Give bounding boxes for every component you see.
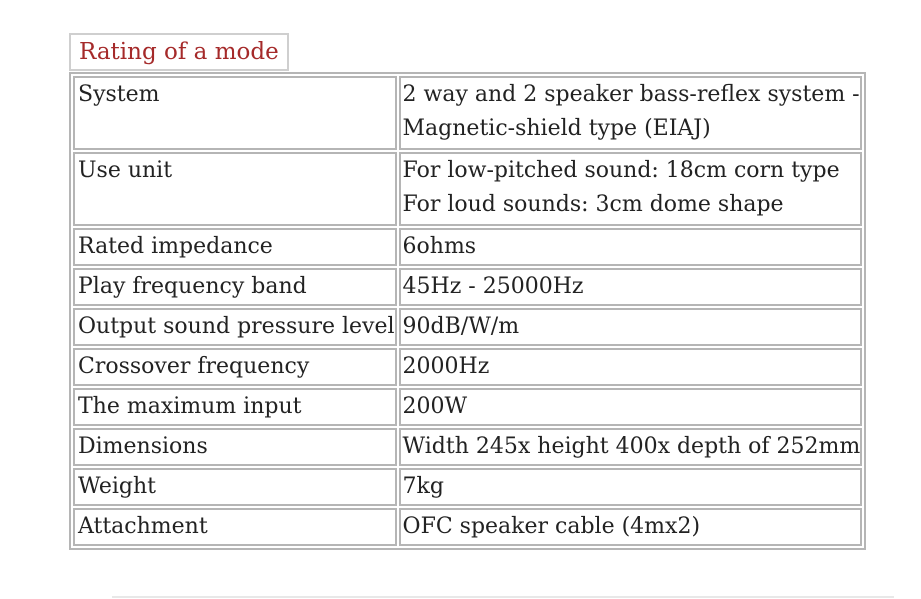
row-value: 7kg (399, 468, 863, 506)
spec-table (69, 72, 866, 550)
row-label: Output sound pressure level (73, 308, 397, 346)
table-row (73, 388, 862, 426)
row-value: 90dB/W/m (399, 308, 863, 346)
row-value: 2000Hz (399, 348, 863, 386)
row-label: Dimensions (73, 428, 397, 466)
table-row (73, 228, 862, 266)
row-value-line: Magnetic-shield type (EIAJ) (402, 116, 711, 141)
row-value-line: For low-pitched sound: 18cm corn type (402, 158, 840, 183)
row-value-line: 2 way and 2 speaker bass-reflex system - (402, 82, 860, 107)
row-value (399, 76, 863, 150)
row-value: 6ohms (399, 228, 863, 266)
table-row (73, 428, 862, 466)
table-row (73, 308, 862, 346)
row-label: Use unit (73, 152, 397, 226)
table-row (73, 76, 862, 150)
row-value: Width 245x height 400x depth of 252mm (399, 428, 863, 466)
table-row (73, 152, 862, 226)
table-row (73, 268, 862, 306)
row-label: Attachment (73, 508, 397, 546)
row-label: System (73, 76, 397, 150)
row-value: 200W (399, 388, 863, 426)
row-label: Crossover frequency (73, 348, 397, 386)
row-label: Play frequency band (73, 268, 397, 306)
table-caption: Rating of a mode (69, 33, 289, 71)
row-value: 45Hz - 25000Hz (399, 268, 863, 306)
row-label: The maximum input (73, 388, 397, 426)
row-value-line: For loud sounds: 3cm dome shape (402, 192, 784, 217)
row-value (399, 152, 863, 226)
row-value: OFC speaker cable (4mx2) (399, 508, 863, 546)
table-row (73, 508, 862, 546)
row-label: Weight (73, 468, 397, 506)
table-row (73, 348, 862, 386)
divider (112, 596, 894, 598)
row-label: Rated impedance (73, 228, 397, 266)
table-row (73, 468, 862, 506)
